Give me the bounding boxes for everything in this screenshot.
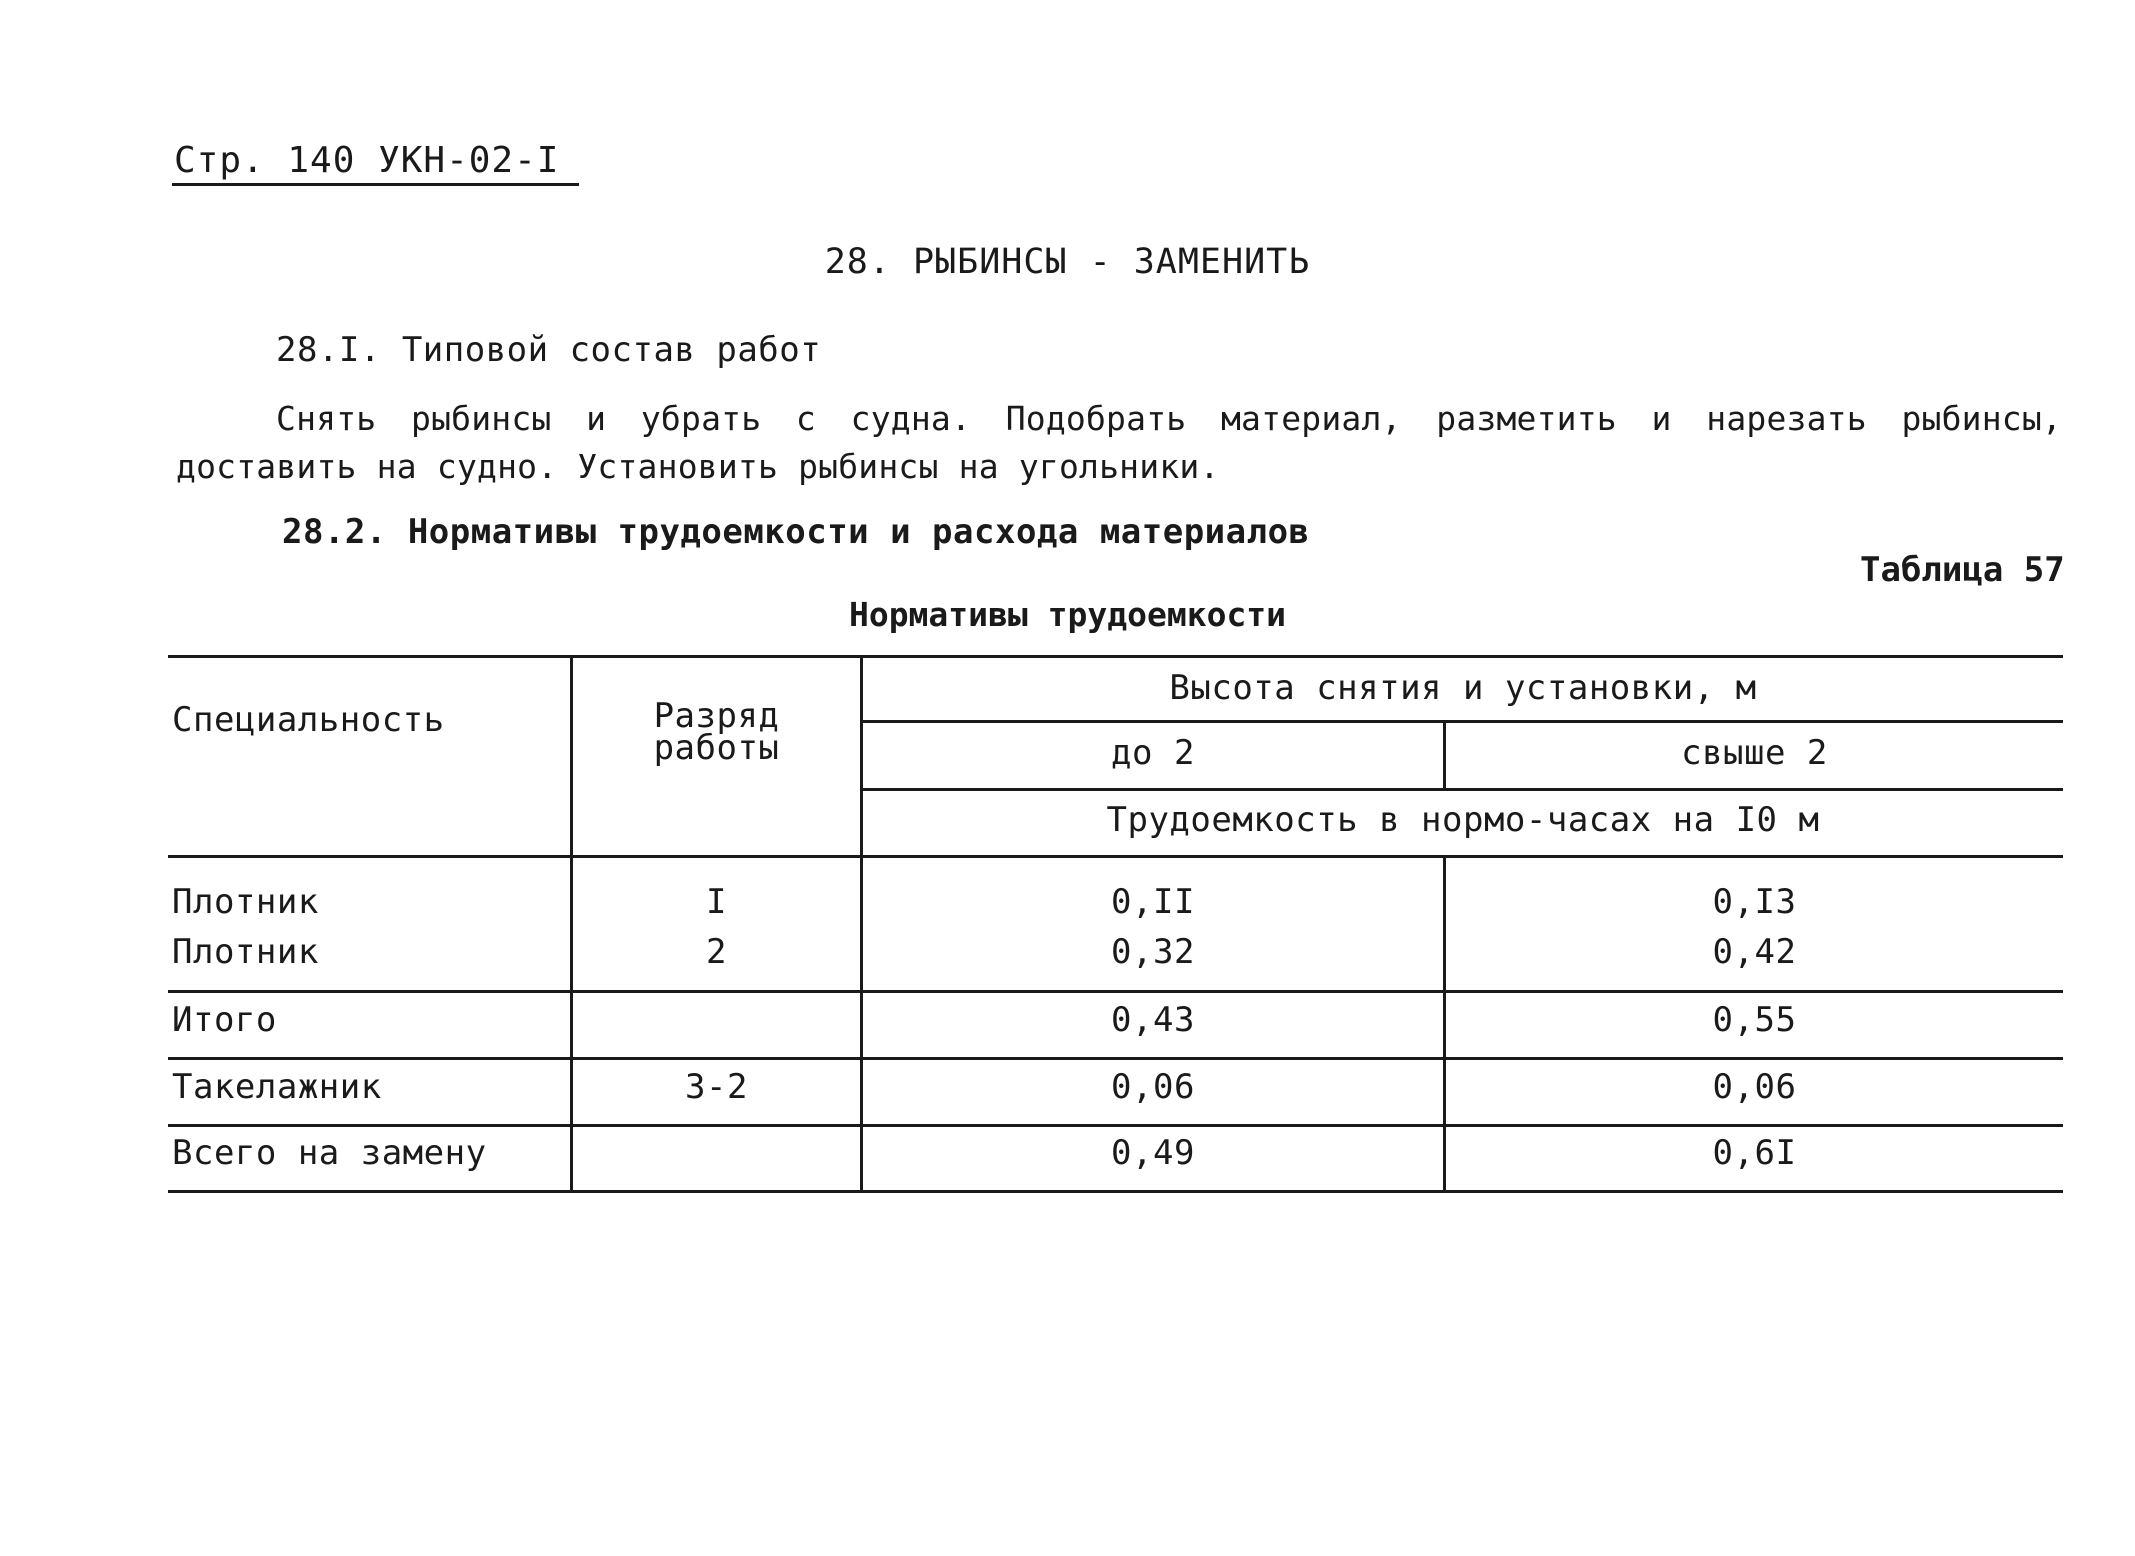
row-3-up-to-2: 0,43 bbox=[1111, 1000, 1195, 1040]
row-1-specialty: Плотник bbox=[172, 882, 319, 922]
subsection-heading-composition: 28.I. Типовой состав работ bbox=[276, 330, 822, 370]
row-2-specialty: Плотник bbox=[172, 932, 319, 972]
table-number: Таблица 57 bbox=[1860, 550, 2065, 590]
header-height: Высота снятия и установки, м bbox=[1169, 668, 1757, 708]
page-reference: Стр. 140 УКН-02-I bbox=[172, 140, 579, 186]
row-2-grade: 2 bbox=[706, 932, 727, 972]
row-5-above-2: 0,6I bbox=[1712, 1133, 1797, 1173]
header-specialty: Специальность bbox=[172, 700, 445, 740]
header-labor-units: Трудоемкость в нормо-часах на I0 м bbox=[1106, 800, 1820, 840]
header-above-2: свыше 2 bbox=[1681, 733, 1828, 773]
header-rule-subcolumns bbox=[862, 788, 2063, 791]
row-rule-3 bbox=[168, 1124, 2063, 1127]
header-up-to-2: до 2 bbox=[1111, 733, 1195, 773]
row-1-up-to-2: 0,II bbox=[1111, 882, 1195, 922]
row-4-grade: 3-2 bbox=[685, 1067, 748, 1107]
row-4-specialty: Такелажник bbox=[172, 1067, 382, 1107]
row-rule-2 bbox=[168, 1057, 2063, 1060]
table-bottom-rule bbox=[168, 1190, 2063, 1193]
table-title: Нормативы трудоемкости bbox=[848, 595, 1287, 634]
section-title: 28. РЫБИНСЫ - ЗАМЕНИТЬ bbox=[824, 242, 1311, 282]
table-top-rule bbox=[168, 655, 2063, 658]
header-rule-height bbox=[862, 720, 2063, 723]
work-description: Снять рыбинсы и убрать с судна. Подобрать материал, разметить и нарезать рыбинсы, доставить на судно. Установить рыбинсы на угольники. bbox=[176, 399, 2062, 486]
row-2-above-2: 0,42 bbox=[1712, 932, 1797, 972]
row-5-up-to-2: 0,49 bbox=[1111, 1133, 1195, 1173]
row-rule-1 bbox=[168, 990, 2063, 993]
row-3-above-2: 0,55 bbox=[1712, 1000, 1797, 1040]
row-1-above-2: 0,I3 bbox=[1712, 882, 1797, 922]
header-bottom-rule bbox=[168, 855, 2063, 858]
header-grade: Разряд работы bbox=[653, 696, 780, 768]
row-5-specialty: Всего на замену bbox=[172, 1133, 487, 1173]
row-1-grade: I bbox=[706, 882, 727, 922]
row-4-above-2: 0,06 bbox=[1712, 1067, 1797, 1107]
row-3-specialty: Итого bbox=[172, 1000, 277, 1040]
subsection-heading-norms: 28.2. Нормативы трудоемкости и расхода материалов bbox=[282, 512, 1310, 552]
row-2-up-to-2: 0,32 bbox=[1111, 932, 1195, 972]
row-4-up-to-2: 0,06 bbox=[1111, 1067, 1195, 1107]
